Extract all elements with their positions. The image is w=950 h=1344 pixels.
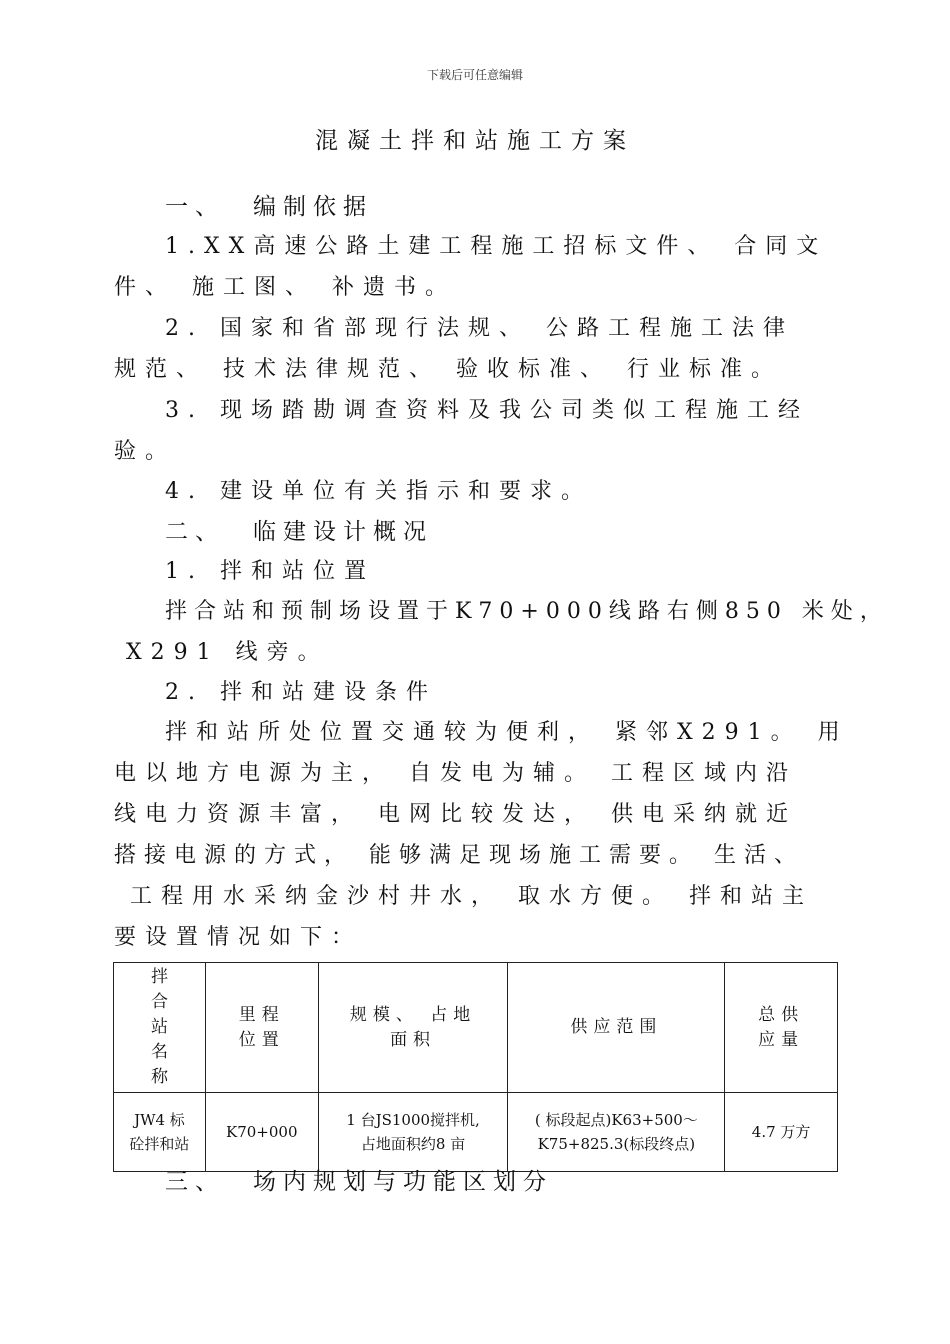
- paragraph-line: 线电力资源丰富， 电网比较发达， 供电采纳就近: [114, 802, 797, 827]
- paragraph-line: 拌和站所处位置交通较为便利， 紧邻X291。 用: [165, 720, 849, 745]
- paragraph-line: 电以地方电源为主， 自发电为辅。 工程区域内沿: [114, 761, 797, 786]
- mixing-station-table: [113, 962, 838, 1172]
- paragraph-line: 3. 现场踏勘调查资料及我公司类似工程施工经: [165, 398, 809, 423]
- subsection-heading: 2. 拌和站建设条件: [165, 680, 437, 705]
- table-header-row: [114, 963, 838, 1093]
- paragraph-line: X291 线旁。: [126, 640, 329, 665]
- paragraph-line: 4. 建设单位有关指示和要求。: [165, 479, 592, 504]
- page-header: 下载后可任意编辑: [426, 68, 523, 82]
- table-cell: JW4 标砼拌和站: [114, 1093, 206, 1172]
- subsection-heading: 1. 拌和站位置: [165, 559, 375, 584]
- section-2-heading: [165, 513, 433, 546]
- document-title: 混凝土拌和站施工方案: [315, 128, 635, 154]
- section-number: 一、: [165, 194, 225, 220]
- paragraph-line: 拌合站和预制场设置于K70+000线路右侧850 米处，: [165, 599, 889, 624]
- section-title: 编制依据: [253, 194, 373, 220]
- section-title: 场内规划与功能区划分: [253, 1169, 553, 1195]
- table-row: [114, 1093, 838, 1172]
- table-cell: K70+000: [205, 1093, 318, 1172]
- table-header-cell: 规模、 占地面积: [318, 963, 508, 1093]
- table-header-cell: 拌合站名称: [114, 963, 206, 1093]
- table-cell: ( 标段起点)K63+500～K75+825.3(标段终点): [508, 1093, 725, 1172]
- paragraph-line: 件、 施工图、 补遗书。: [114, 275, 456, 300]
- paragraph-line: 验。: [114, 439, 177, 464]
- section-number: 二、: [165, 519, 225, 545]
- table-header-cell: 里程位置: [205, 963, 318, 1093]
- section-1-heading: [165, 188, 373, 221]
- paragraph-line: 规范、 技术法律规范、 验收标准、 行业标准。: [114, 357, 782, 382]
- paragraph-line: 要设置情况如下：: [114, 925, 363, 950]
- paragraph-line: 工程用水采纳金沙村井水， 取水方便。 拌和站主: [130, 884, 813, 909]
- table-header-cell: 供应范围: [508, 963, 725, 1093]
- section-3-heading: [165, 1163, 553, 1196]
- paragraph-line: 2. 国家和省部现行法规、 公路工程施工法律: [165, 316, 794, 341]
- table-header-cell: 总供应量: [725, 963, 838, 1093]
- paragraph-line: 搭接电源的方式， 能够满足现场施工需要。 生活、: [114, 843, 804, 868]
- table-cell: 1 台JS1000搅拌机, 占地面积约8 亩: [318, 1093, 508, 1172]
- paragraph-line: 1.XX高速公路土建工程施工招标文件、 合同文: [165, 234, 828, 259]
- section-title: 临建设计概况: [253, 519, 433, 545]
- section-number: 三、: [165, 1169, 225, 1195]
- table-cell: 4.7 万方: [725, 1093, 838, 1172]
